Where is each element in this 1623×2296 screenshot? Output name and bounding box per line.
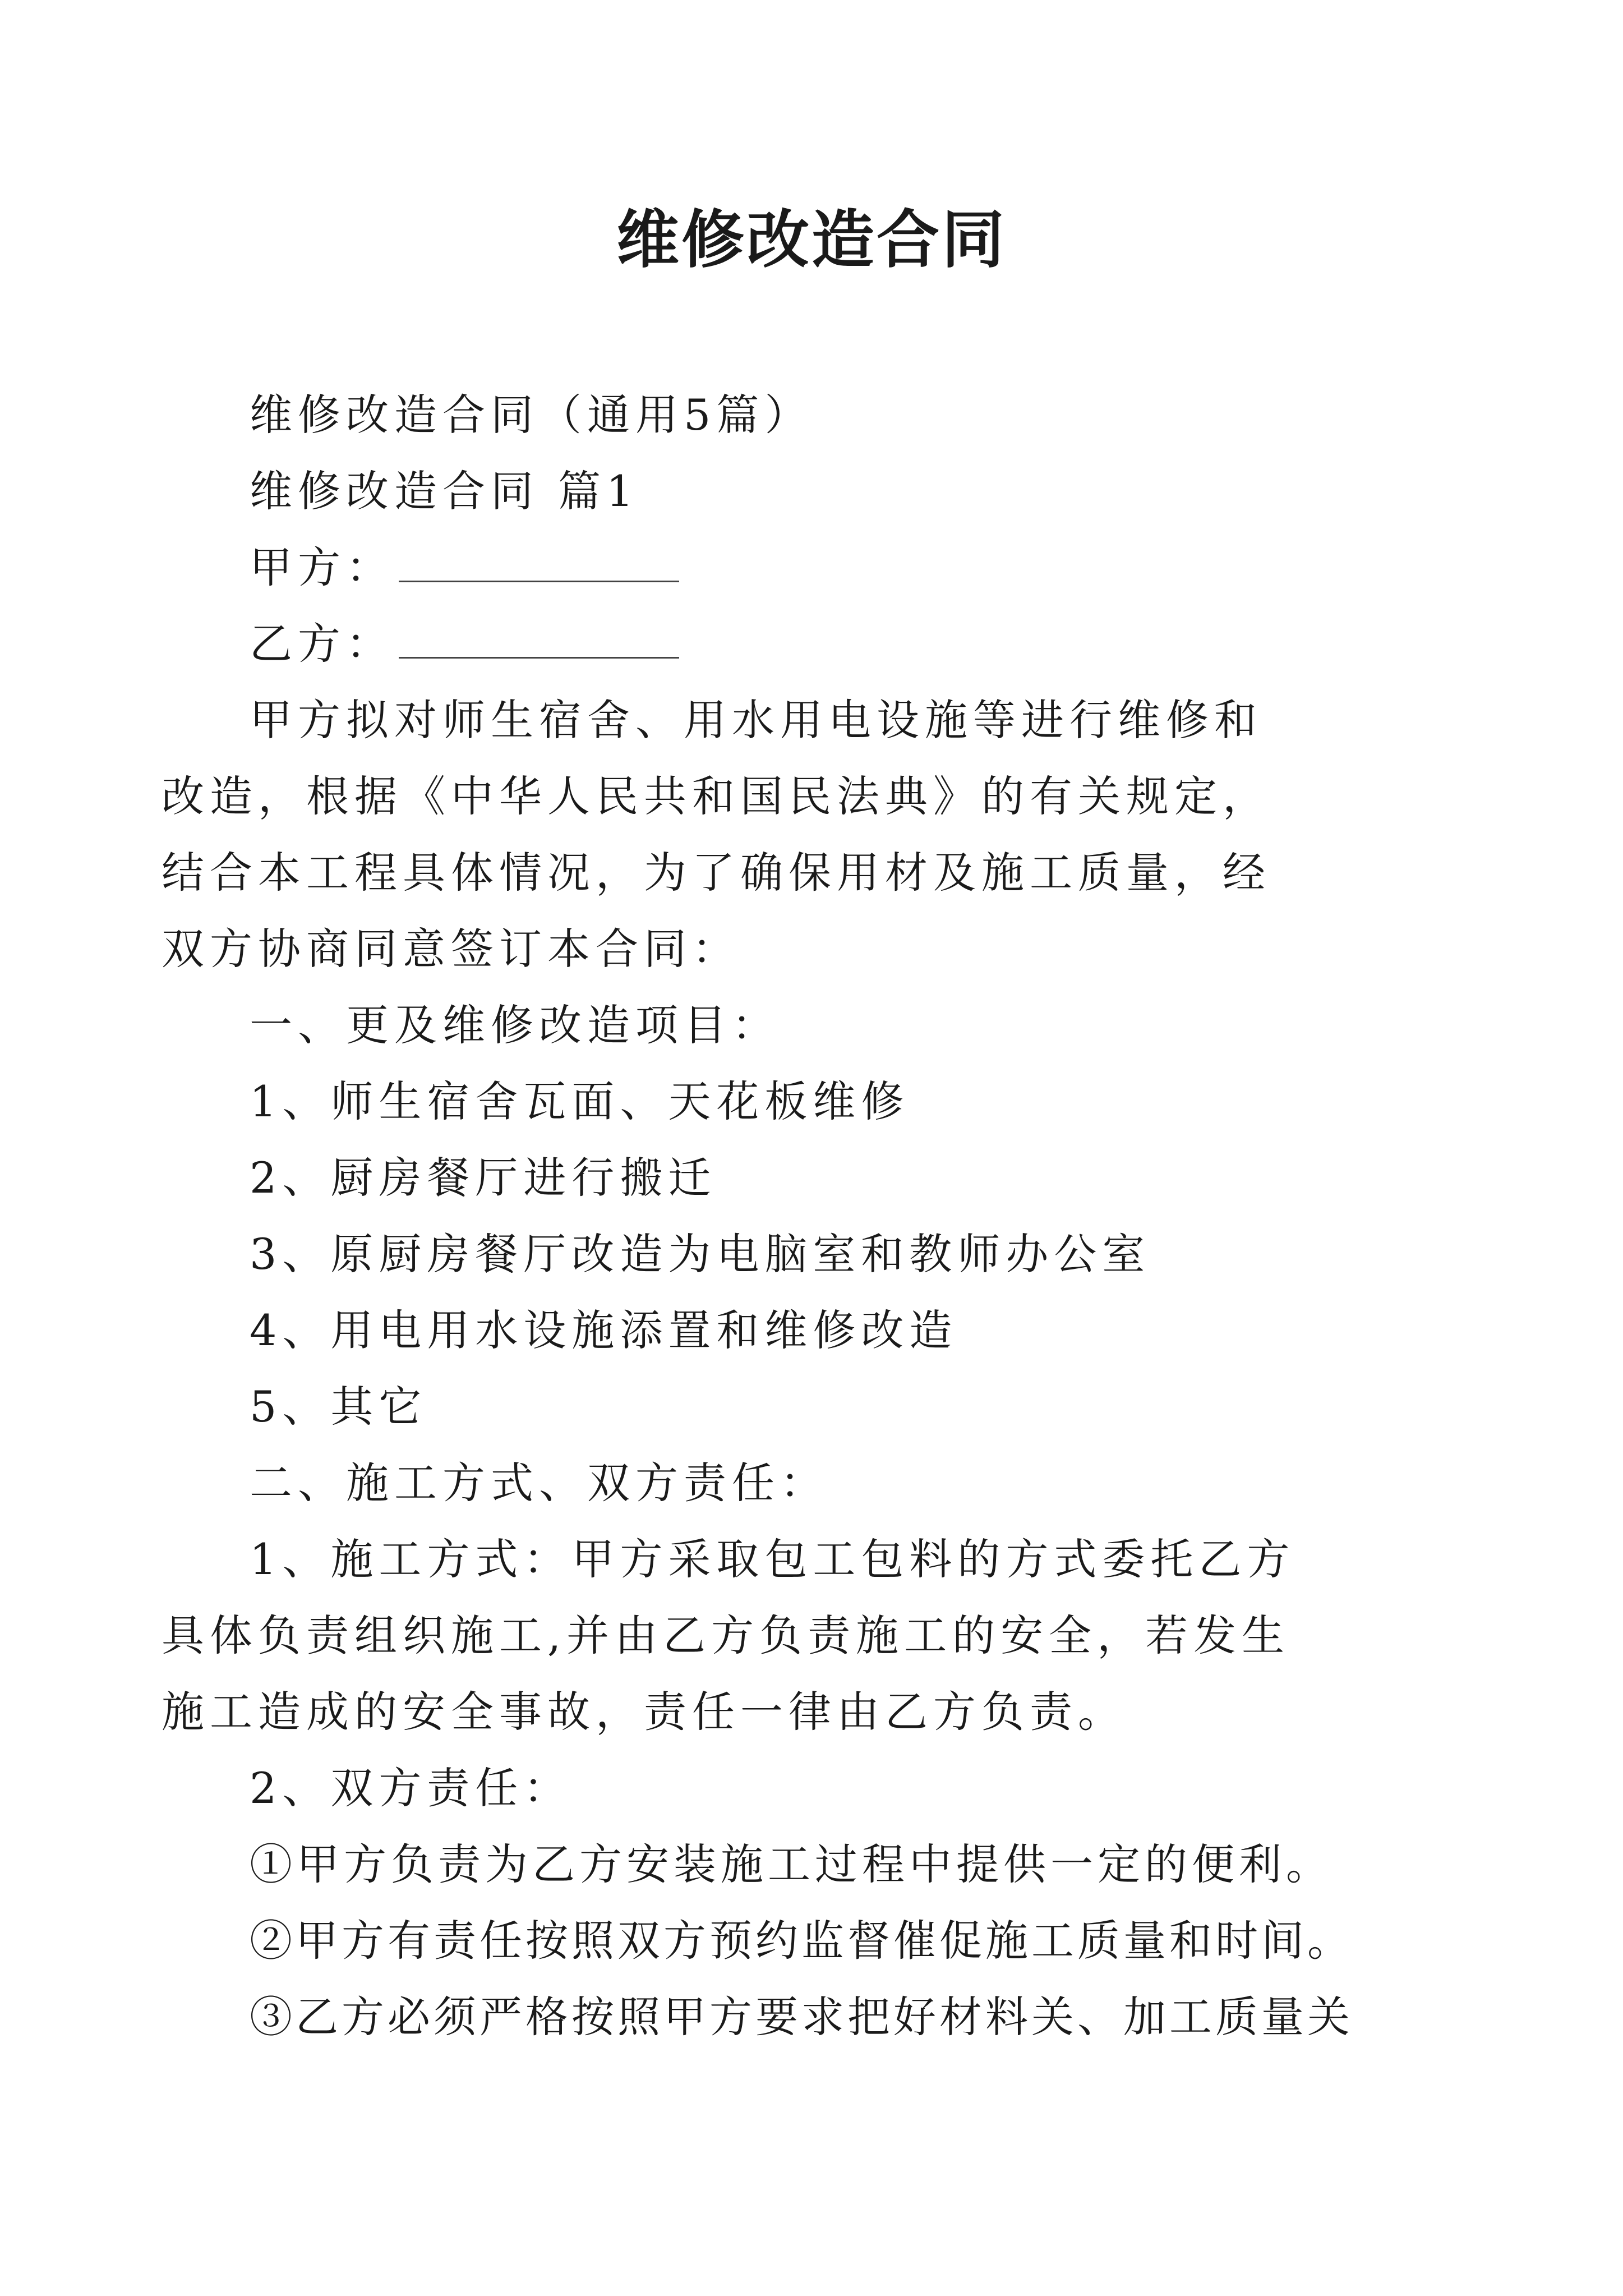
chapter-heading: 维修改造合同 篇1 [250, 466, 639, 516]
party-a-line [250, 530, 1394, 606]
section1-item: 2、厨房餐厅进行搬迁 [250, 1153, 717, 1203]
section2-heading: 二、施工方式、双方责任： [250, 1458, 828, 1508]
party-a-label: 甲方： [250, 542, 394, 592]
resp-item: ①甲方负责为乙方安装施工过程中提供一定的便利。 [250, 1839, 1333, 1889]
section1-heading: 一、更及维修改造项目： [250, 1000, 780, 1050]
section1-item: 4、用电用水设施添置和维修改造 [250, 1305, 958, 1355]
subtitle: 维修改造合同（通用5篇） [250, 390, 813, 440]
intro-paragraph: 甲方拟对师生宿舍、用水用电设施等进行维修和改造，根据《中华人民共和国民法典》的有关规定，结合本工程具体情况，为了确保用材及施工质量，经双方协商同意签订本合同： [162, 695, 1271, 974]
document-body [250, 377, 1394, 682]
section1-item: 5、其它 [250, 1382, 427, 1432]
section1-item: 3、原厨房餐厅改造为电脑室和教师办公室 [250, 1229, 1151, 1279]
resp-item: ②甲方有责任按照双方预约监督催促施工质量和时间。 [250, 1916, 1353, 1966]
party-a-blank [399, 547, 679, 582]
party-b-label: 乙方： [250, 619, 394, 669]
section2-method: 1、施工方式：甲方采取包工包料的方式委托乙方具体负责组织施工,并由乙方负责施工的安全，若发生施工造成的安全事故，责任一律由乙方负责。 [162, 1534, 1295, 1737]
party-b-blank [399, 623, 679, 659]
section-1 [250, 987, 1394, 1521]
document-title: 维修改造合同 [616, 203, 1007, 277]
section-2-responsibilities [250, 1750, 1394, 2055]
section1-item: 1、师生宿舍瓦面、天花板维修 [250, 1076, 910, 1126]
section-2-method [162, 1521, 1394, 1750]
resp-item: ③乙方必须严格按照甲方要求把好材料关、加工质量关 [250, 1992, 1353, 2042]
section2-resp-heading: 2、双方责任： [250, 1763, 572, 1813]
intro-block [162, 682, 1416, 987]
party-b-line [250, 606, 1394, 682]
